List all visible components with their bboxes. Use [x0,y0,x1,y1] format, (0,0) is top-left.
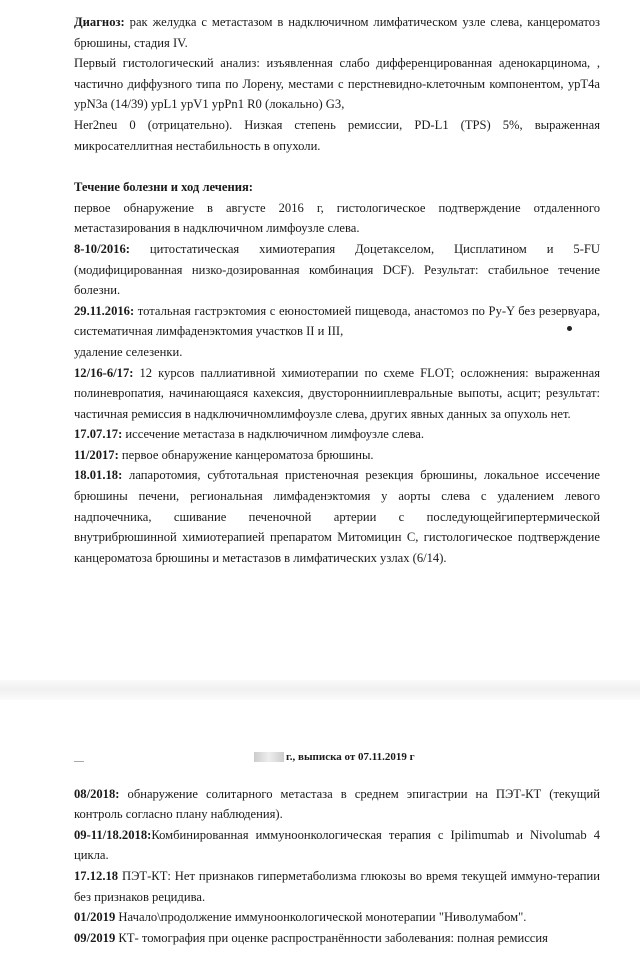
entry-date: 09-11/18.2018: [74,827,152,842]
document-page-2 [0,700,640,962]
entry-text: 12 курсов паллиативной химиотерапии по схеме FLOT; осложнения: выраженная полиневропатия, начинающаяся кахексия, двустороннииплевральные выпоты, асцит; результат: частичная ремиссия в надключичномлимфоузле слева, других явных данных за опухоль нет. [74,365,600,421]
entry-date: 01/2019 [74,910,116,925]
entry-text: Начало\продолжение иммуноонкологической монотерапии "Ниволумабом". [115,910,527,925]
entry-date: 29.11.2016: [74,303,135,318]
timeline-entry [74,465,600,568]
entry-date: 09/2019 [74,930,116,945]
entry-date: 17.12.18 [74,868,119,883]
diagnosis-paragraph [74,12,600,53]
cursor-dot [567,326,572,331]
timeline-entry [74,301,600,342]
entry-text: ПЭТ-КТ: Нет признаков гиперметаболизма глюкозы во время текущей иммуно-терапии без признаков рецидива. [74,868,600,904]
histology-paragraph: Первый гистологический анализ: изъявленная слабо дифференцированная аденокарцинома, , частично диффузного типа по Лорену, местами с перстневидно-клеточным компонентом, урT4a урN3a (14/39) урL1 урV1 урPn1 R0 (локально) G3, [74,56,600,112]
entry-text: иссечение метастаза в надключичном лимфоузле слева. [122,427,425,442]
entry-date: 08/2018: [74,786,120,801]
entry-text: цитостатическая химиотерапия Доцетакселом, Цисплатином и 5-FU (модифицированная низко-дозированная комбинация DCF). Результат: стабильное течение болезни. [74,241,600,298]
timeline-entry [74,239,600,301]
entry-text: тотальная гастрэктомия с еюностомией пищевода, анастомоз по Ру-Y без резервуара, систематичная лимфаденэктомия участков II и III, [74,303,600,339]
timeline-entry [74,784,600,825]
page-2-content [74,747,600,948]
entry-text: обнаружение солитарного метастаза в среднем эпигастрии на ПЭТ-КТ (текущий контроль согласно плану наблюдения). [74,786,600,822]
timeline-entry [74,866,600,907]
diagnosis-label: Диагноз: [74,15,125,29]
entry-text: КТ- томография при оценке распространённости заболевания: полная ремиссия [115,930,548,945]
entry-text: удаление селезенки. [74,344,183,359]
extract-title-text: г., выписка от 07.11.2019 г [286,751,415,763]
timeline-entry [74,907,600,928]
timeline-entry [74,445,600,466]
course-heading: Течение болезни и ход лечения: [74,180,254,195]
redacted-text [254,752,284,762]
entry-date: 12/16-6/17: [74,365,134,380]
page-1-content [74,12,600,568]
page-separator [0,680,640,700]
first-detection: первое обнаружение в августе 2016 г, гистологическое подтверждение отдаленного метастазирования в надключичном лимфоузле слева. [74,200,600,236]
entry-date: 18.01.18: [74,468,123,483]
entry-date: 17.07.17: [74,427,123,442]
entry-date: 8-10/2016: [74,241,130,256]
timeline-entry [74,928,600,949]
entry-text: первое обнаружение канцероматоза брюшины. [118,447,374,462]
timeline-entry [74,363,600,425]
diagnosis-text: рак желудка с метастазом в надключичном лимфатическом узле слева, канцероматоз брюшины, стадия IV. [74,15,600,50]
entry-text: Комбинированная иммуноонкологическая терапия с Ipilimumab и Nivolumab 4 цикла. [74,827,600,863]
timeline-entry [74,825,600,866]
entry-date: 11/2017: [74,447,119,462]
her2-paragraph: Her2neu 0 (отрицательно). Низкая степень ремиссии, PD-L1 (TPS) 5%, выраженная микросателлитная нестабильность в опухоли. [74,117,600,153]
timeline-entry [74,424,600,445]
extract-title [254,747,600,768]
timeline-entry [74,342,600,363]
entry-text: лапаротомия, субтотальная пристеночная резекция брюшины, локальное иссечение брюшины печени, регионaльная лимфаденэктомия у аорты слева с удалением левого надпочечника, сшивание печеночной артерии с последующейгипертермической внутрибрюшинной химиотерапией препаратом Митомицин С, гистологическое подтверждение канцероматоза брюшины и метастазов в лимфатических узлах (6/14). [74,468,600,565]
